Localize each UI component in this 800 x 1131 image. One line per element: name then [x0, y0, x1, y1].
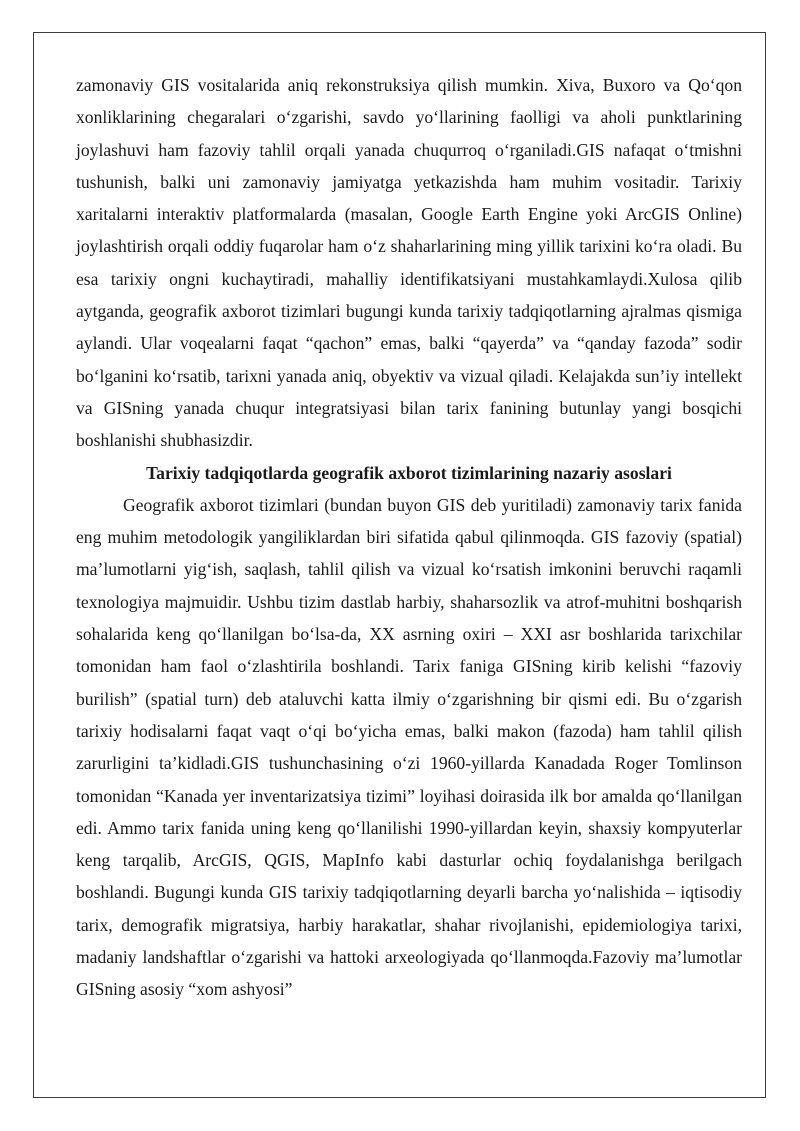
paragraph-gis-theory: Geografik axborot tizimlari (bundan buyon GIS deb yuritiladi) zamonaviy tarix fanida eng muhim metodologik yangiliklardan biri sifatida qabul qilinmoqda. GIS fazoviy (spatial) ma’lumotlarni yig‘ish, saqlash, tahlil qilish va vizual ko‘rsatish imkonini beruvchi raqamli texnologiya majmuidir. Ushbu tizim dastlab harbiy, shaharsozlik va atrof-muhitni boshqarish sohalarida keng qo‘llanilgan bo‘lsa-da, XX asrning oxiri – XXI asr boshlarida tarixchilar tomonidan ham faol o‘zlashtirila boshlandi. Tarix faniga GISning kirib kelishi “fazoviy burilish” (spatial turn) deb ataluvchi katta ilmiy o‘zgarishning bir qismi edi. Bu o‘zgarish tarixiy hodisalarni faqat vaqt o‘qi bo‘yicha emas, balki makon (fazoda) ham tahlil qilish zarurligini ta’kidladi.GIS tushunchasining o‘zi 1960-yillarda Kanadada Roger Tomlinson tomonidan “Kanada yer inventarizatsiya tizimi” loyihasi doirasida ilk bor amalda qo‘llanilgan edi. Ammo tarix fanida uning keng qo‘llanilishi 1990-yillardan keyin, shaxsiy kompyuterlar keng tarqalib, ArcGIS, QGIS, MapInfo kabi dasturlar ochiq foydalanishga berilgach boshlandi. Bugungi kunda GIS tarixiy tadqiqotlarning deyarli barcha yo‘nalishida – iqtisodiy tarix, demografik migratsiya, harbiy harakatlar, shahar rivojlanishi, epidemiologiya tarixi, madaniy landshaftlar o‘zgarishi va hattoki arxeologiyada qo‘llanmoqda.Fazoviy ma’lumotlar GISning asosiy “xom ashyosi” [76, 494, 742, 1000]
paragraph-continuation: zamonaviy GIS vositalarida aniq rekonstruksiya qilish mumkin. Xiva, Buxoro va Qo‘qon xonliklarining chegaralari o‘zgarishi, savdo yo‘llarining faolligi va aholi punktlarining joylashuvi ham fazoviy tahlil orqali yanada chuqurroq o‘rganiladi.GIS nafaqat o‘tmishni tushunish, balki uni zamonaviy jamiyatga yetkazishda ham muhim vositadir. Tarixiy xaritalarni interaktiv platformalarda (masalan, Google Earth Engine yoki ArcGIS Online) joylashtirish orqali oddiy fuqarolar ham o‘z shaharlarining ming yillik tarixini ko‘ra oladi. Bu esa tarixiy ongni kuchaytiradi, mahalliy identifikatsiyani mustahkamlaydi.Xulosa qilib aytganda, geografik axborot tizimlari bugungi kunda tarixiy tadqiqotlarning ajralmas qismiga aylandi. Ular voqealarni faqat “qachon” emas, balki “qayerda” va “qanday fazoda” sodir bo‘lganini ko‘rsatib, tarixni yanada aniq, obyektiv va vizual qiladi. Kelajakda sun’iy intellekt va GISning yanada chuqur integratsiyasi bilan tarix fanining butunlay yangi bosqichi boshlanishi shubhasizdir. [76, 75, 742, 451]
section-heading: Tarixiy tadqiqotlarda geografik axborot tizimlarining nazariy asoslari [146, 462, 672, 483]
document-body [76, 69, 742, 1006]
